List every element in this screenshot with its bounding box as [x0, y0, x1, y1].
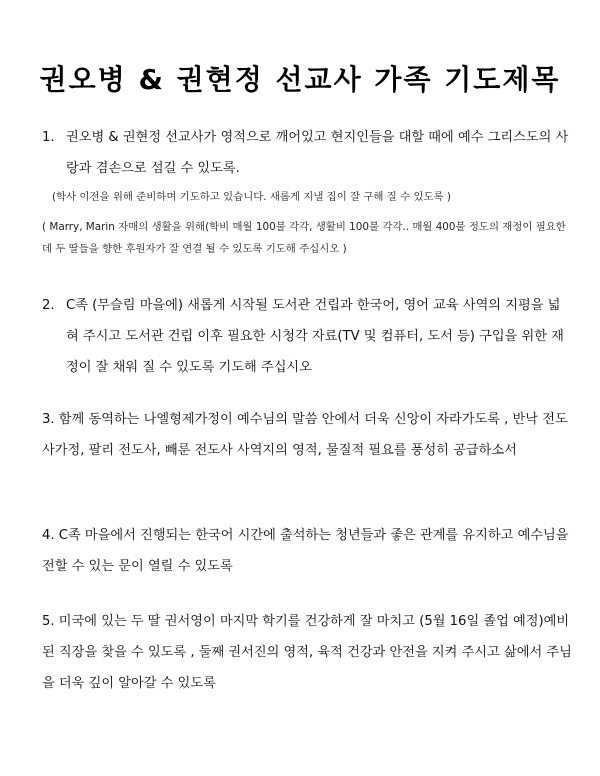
note-text: (학사 이전을 위해 준비하며 기도하고 있습니다. 새롭게 지낼 집이 잘 구해 질 수 있도록 ) — [52, 191, 451, 203]
item-text: 미국에 있는 두 딸 권서영이 마지막 학기를 건강하게 잘 마치고 (5월 16일 졸업 예정)예비된 직장을 찾을 수 있도록 , 둘째 권서진의 영적, 육적 건강과 안전을 지켜 주시고 삶에서 주님을 더욱 깊이 알아갈 수 있도록 — [42, 614, 572, 691]
prayer-item-5 — [42, 606, 572, 699]
note-2 — [42, 216, 572, 260]
item-text: C족 마을에서 진행되는 한국어 시간에 출석하는 청년들과 좋은 관계를 유지하고 예수님을 전할 수 있는 문이 열릴 수 있도록 — [42, 528, 569, 574]
item-text: C족 (무슬림 마을에) 새롭게 시작될 도서관 건립과 한국어, 영어 교육 사역의 지평을 넓혀 주시고 도서관 건립 이후 필요한 시청각 자료(TV 및 컴퓨터, 도서 등) 구입을 위한 재정이 잘 채워 질 수 있도록 기도해 주십시오 — [66, 298, 564, 375]
prayer-item-2 — [42, 290, 572, 383]
prayer-item-1 — [42, 122, 572, 184]
prayer-item-3 — [42, 404, 572, 466]
note-1 — [52, 186, 572, 208]
note-text: ( Marry, Marin 자매의 생활을 위해(학비 매월 100불 각각, 생활비 100불 각각.. 매월 400불 정도의 재정이 필요한데 두 딸들을 향한 후원자가 잘 연결 될 수 있도록 기도해 주십시오 ) — [42, 221, 566, 255]
item-number: 3. — [42, 412, 55, 427]
item-number: 2. — [42, 298, 55, 313]
item-text: 권오병 & 권현정 선교사가 영적으로 깨어있고 현지인들을 대할 때에 예수 그리스도의 사랑과 겸손으로 섬길 수 있도록. — [66, 130, 569, 176]
item-number: 1. — [42, 130, 55, 145]
page-title: 권오병 & 권현정 선교사 가족 기도제목 — [39, 63, 561, 96]
item-number: 4. — [42, 528, 55, 543]
item-number: 5. — [42, 614, 55, 629]
prayer-item-4 — [42, 520, 572, 582]
item-text: 함께 동역하는 나엘형제가정이 예수님의 말씀 안에서 더욱 신앙이 자라가도록 , 반낙 전도사가정, 팔리 전도사, 빼룬 전도사 사역지의 영적, 물질적 필요를 풍성히 공급하소서 — [42, 412, 568, 458]
